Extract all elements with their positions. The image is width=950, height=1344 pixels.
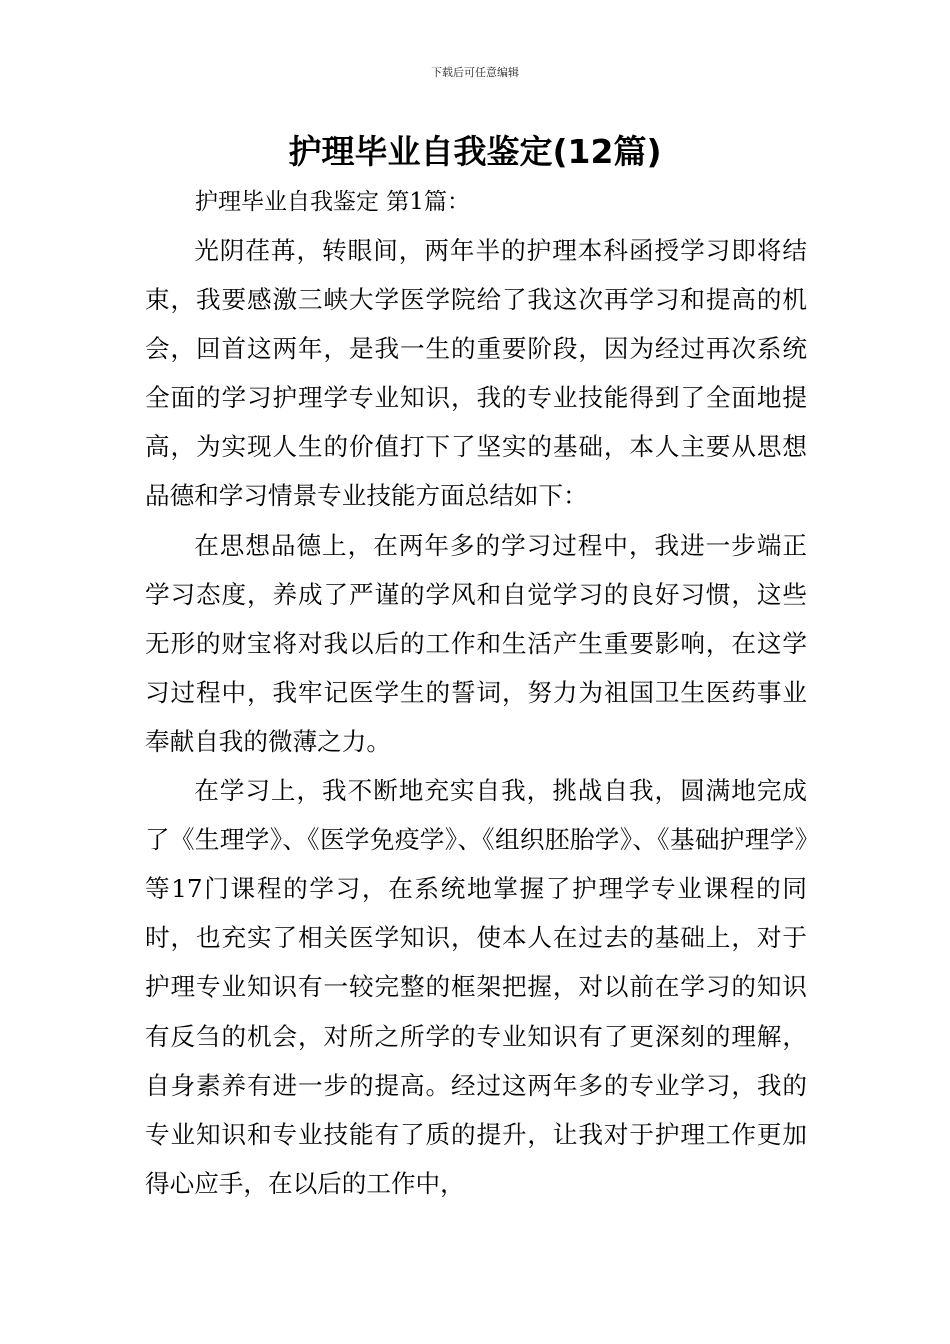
paragraph: 光阴荏苒，转眼间，两年半的护理本科函授学习即将结束，我要感激三峡大学医学院给了我这次再学习和提高的机会，回首这两年，是我一生的重要阶段，因为经过再次系统全面的学习护理学专业知识，我的专业技能得到了全面地提高，为实现人生的价值打下了坚实的基础，本人主要从思想品德和学习情景专业技能方面总结如下： xyxy=(145,236,807,511)
paragraph: 在学习上，我不断地充实自我，挑战自我，圆满地完成了《生理学》、《医学免疫学》、《组织胚胎学》、《基础护理学》等17门课程的学习，在系统地掌握了护理学专业课程的同时，也充实了相关医学知识，使本人在过去的基础上，对于护理专业知识有一较完整的框架把握，对以前在学习的知识有反刍的机会，对所之所学的专业知识有了更深刻的理解，自身素养有进一步的提高。经过这两年多的专业学习，我的专业知识和专业技能有了质的提升，让我对于护理工作更加得心应手，在以后的工作中， xyxy=(145,776,807,1198)
document-body xyxy=(145,226,807,1208)
section-subtitle: 护理毕业自我鉴定 第1篇： xyxy=(195,189,470,215)
header-note: 下载后可任意编辑 xyxy=(431,66,519,79)
document-title: 护理毕业自我鉴定(12篇) xyxy=(288,132,662,171)
paragraph: 在思想品德上，在两年多的学习过程中，我进一步端正学习态度，养成了严谨的学风和自觉学习的良好习惯，这些无形的财宝将对我以后的工作和生活产生重要影响，在这学习过程中，我牢记医学生的誓词，努力为祖国卫生医药事业奉献自我的微薄之力。 xyxy=(145,530,807,756)
